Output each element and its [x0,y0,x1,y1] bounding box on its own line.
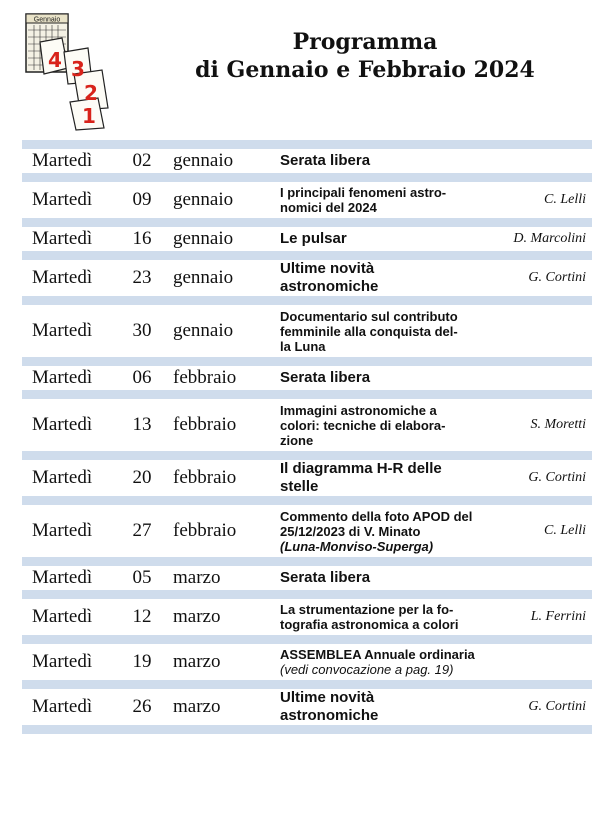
weekday: Martedì [32,267,93,288]
month: gennaio [173,189,234,210]
topic-text: Serata libera [280,152,371,169]
row-separator [22,680,592,689]
month: gennaio [173,267,234,288]
row-separator [22,725,592,734]
topic-text: Documentario sul contributo femminile alla conquista del- la Luna [280,308,458,354]
day-number: 26 [132,696,152,717]
topic-text: Serata libera [280,569,371,586]
schedule-row [22,149,592,173]
weekday: Martedì [32,320,93,341]
topic [269,647,500,677]
weekday: Martedì [32,606,93,627]
logo-digit-3: 3 [71,57,85,81]
topic-text: Commento della foto APOD del 25/12/2023 di V. Minato [280,508,473,539]
month: febbraio [173,520,237,541]
row-separator [22,635,592,644]
day-number: 13 [132,414,152,435]
day-number: 05 [132,567,152,588]
topic [269,602,500,632]
schedule-row [22,599,592,635]
row-separator [22,251,592,260]
row-separator [22,357,592,366]
calendar-label: Gennaio [33,16,61,24]
topic [269,309,500,354]
schedule-row [22,460,592,496]
speaker: G. Cortini [528,470,586,485]
speaker: G. Cortini [528,699,586,714]
topic [269,460,500,496]
topic-text: Il diagramma H-R delle stelle [280,460,442,495]
month: gennaio [173,320,234,341]
logo-digit-1: 1 [82,104,96,128]
weekday: Martedì [32,567,93,588]
day-number: 09 [132,189,152,210]
weekday: Martedì [32,414,93,435]
speaker: D. Marcolini [513,231,586,246]
row-separator [22,296,592,305]
row-separator [22,496,592,505]
month: gennaio [173,228,234,249]
schedule-row [22,227,592,251]
schedule-row [22,399,592,451]
schedule-row [22,366,592,390]
topic-text: Serata libera [280,369,371,386]
month: febbraio [173,367,237,388]
topic-text: La strumentazione per la fo- tografia astronomica a colori [280,602,459,632]
topic-text: Le pulsar [280,230,347,247]
speaker: C. Lelli [543,192,586,207]
weekday: Martedì [32,696,93,717]
topic [269,509,500,554]
topic-text: Immagini astronomiche a colori: tecniche di elabora- zione [280,402,446,448]
schedule-row [22,182,592,218]
page-title [150,28,580,84]
logo-digit-2: 2 [84,81,98,105]
row-separator [22,590,592,599]
topic [269,369,500,387]
topic-text: ASSEMBLEA Annuale ordinaria [280,647,475,662]
weekday: Martedì [32,228,93,249]
topic [269,260,500,296]
month: gennaio [173,150,234,171]
topic [269,689,500,725]
day-number: 27 [132,520,152,541]
topic [269,230,500,248]
schedule-table [22,140,592,734]
schedule-row [22,505,592,557]
speaker: C. Lelli [543,523,586,538]
topic-subtext: (vedi convocazione a pag. 19) [280,662,454,677]
schedule-row [22,566,592,590]
row-separator [22,173,592,182]
title-line-2: di Gennaio e Febbraio 2024 [195,57,535,83]
weekday: Martedì [32,189,93,210]
row-separator [22,451,592,460]
schedule-row [22,260,592,296]
weekday: Martedì [32,367,93,388]
day-number: 02 [132,150,152,171]
month: febbraio [173,467,237,488]
topic [269,152,500,170]
title-line-1: Programma [292,29,438,55]
schedule-row [22,689,592,725]
topic-text: Ultime novità astronomiche [280,260,379,295]
speaker: L. Ferrini [530,609,586,624]
weekday: Martedì [32,150,93,171]
topic-text: Ultime novità astronomiche [280,689,379,724]
topic [269,403,500,448]
row-separator [22,557,592,566]
month: marzo [173,651,221,672]
row-separator [22,218,592,227]
day-number: 23 [132,267,152,288]
weekday: Martedì [32,651,93,672]
row-separator [22,390,592,399]
month: marzo [173,567,221,588]
day-number: 06 [132,367,152,388]
topic-text: I principali fenomeni astro- nomici del 2024 [280,185,447,215]
day-number: 12 [132,606,152,627]
month: febbraio [173,414,237,435]
calendar-logo [22,12,132,132]
day-number: 20 [132,467,152,488]
speaker: S. Moretti [530,417,586,432]
logo-digit-4: 4 [48,48,62,72]
month: marzo [173,606,221,627]
day-number: 16 [132,228,152,249]
schedule-row [22,644,592,680]
weekday: Martedì [32,467,93,488]
speaker: G. Cortini [528,270,586,285]
day-number: 19 [132,651,152,672]
row-separator [22,140,592,149]
topic [269,569,500,587]
month: marzo [173,696,221,717]
topic [269,185,500,215]
schedule-row [22,305,592,357]
day-number: 30 [132,320,152,341]
weekday: Martedì [32,520,93,541]
topic-subtext: (Luna-Monviso-Superga) [280,538,434,554]
